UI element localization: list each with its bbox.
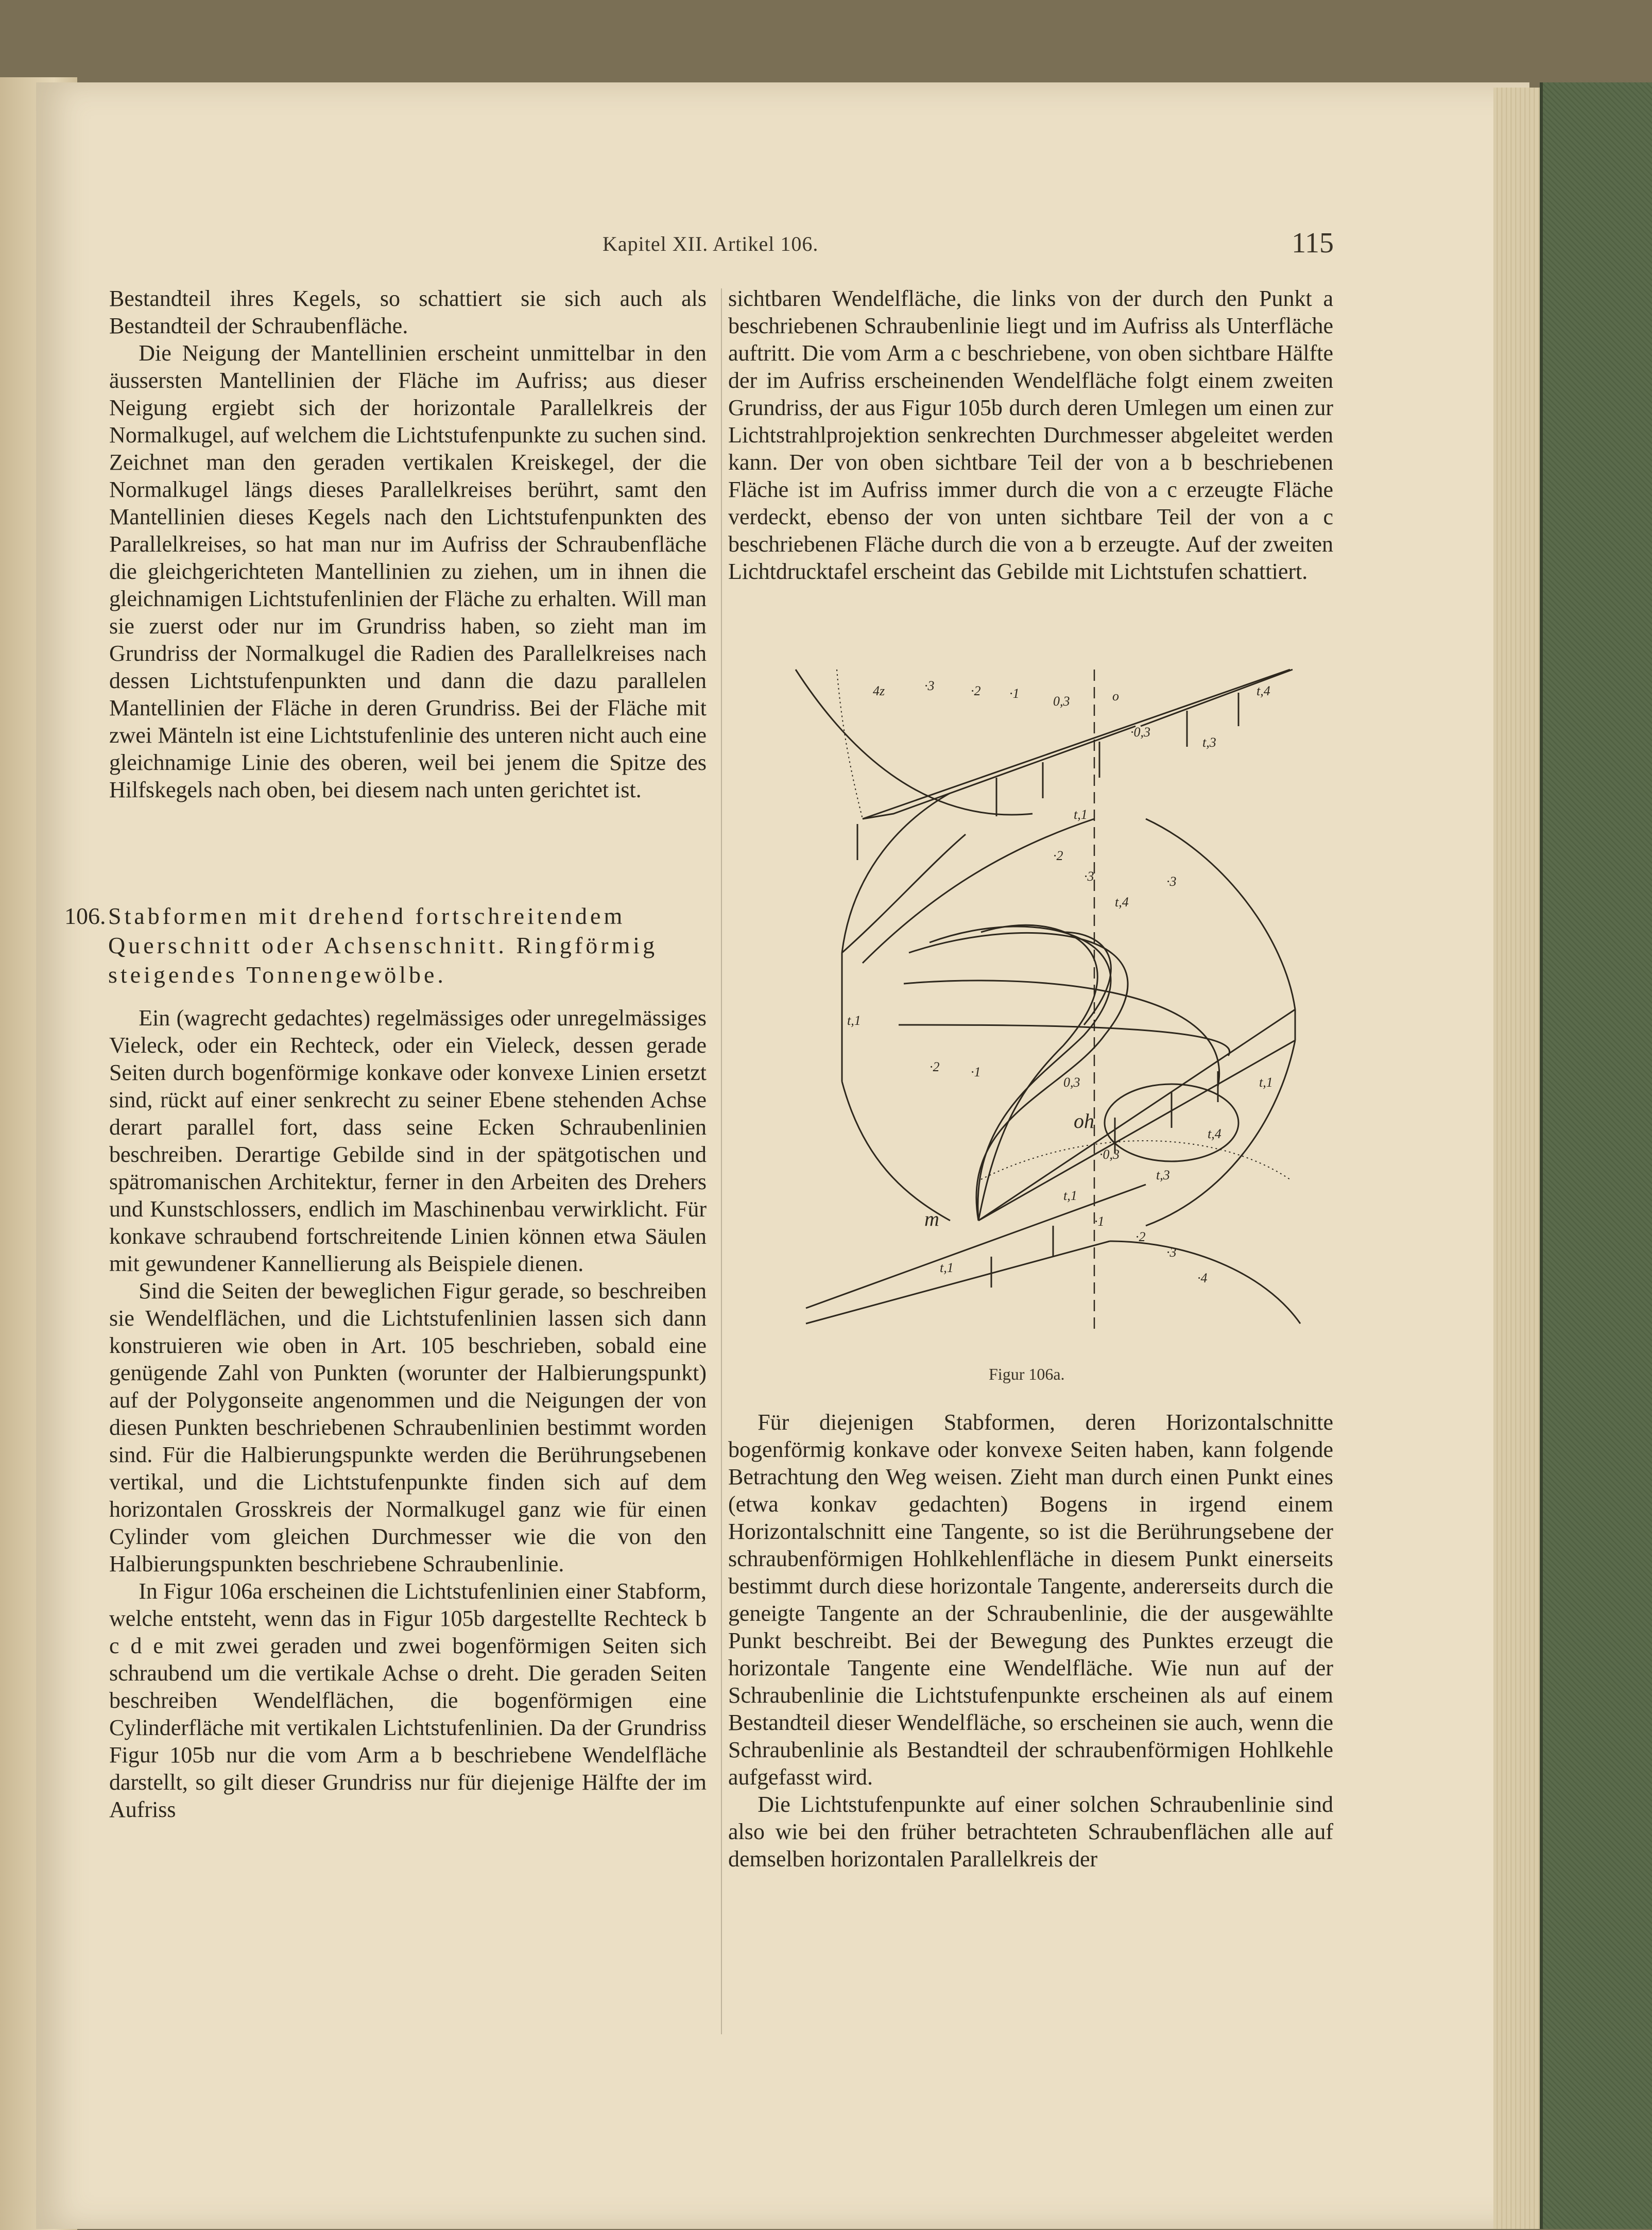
column-divider — [721, 288, 722, 2034]
figure-label: ·3 — [1166, 1245, 1177, 1260]
section-heading — [64, 901, 708, 989]
figure-label: t,4 — [1115, 895, 1129, 910]
figure-label: t,3 — [1202, 735, 1216, 750]
cover-edge — [1540, 82, 1543, 2229]
figure-label: 0,3 — [1053, 694, 1070, 709]
paragraph: sichtbaren Wendelfläche, die links von der durch den Punkt a beschriebenen Schraubenlinie liegt und im Aufriss als Unterfläche auftritt. Die vom Arm a c beschriebene, von oben sichtbare Hälfte der im Aufriss erscheinenden Wendelfläche folgt einem zweiten Grundriss, der aus Figur 105b durch deren Umlegen um einen zur Lichtstrahlprojektion senkrechten Durchmesser abgeleitet werden kann. Der von oben sichtbare Teil der von a b beschriebenen Fläche ist im Aufriss immer durch die von a c erzeugte Fläche verdeckt, ebenso der von unten sichtbare Teil der von a c beschriebenen Fläche durch die von a b erzeugte. Auf der zweiten Lichtdrucktafel erscheint das Gebilde mit Lichtstufen schattiert. — [728, 286, 1333, 584]
figure-label: ·3 — [1166, 874, 1177, 889]
figure-label: t,4 — [1208, 1126, 1221, 1141]
figure-106a — [775, 664, 1308, 1329]
figure-label: ·3 — [1084, 869, 1094, 884]
figure-label: ·2 — [1053, 848, 1063, 863]
paragraph: Ein (wagrecht gedachtes) regelmässiges oder unregelmässiges Vieleck, oder ein Rechteck, oder ein Vieleck, dessen gerade Seiten durch bogenförmige konkave oder konvexe Linien ersetzt sind, rückt auf einer senkrecht zu seiner Ebene stehenden Achse derart parallel fort, dass seine Ecken Schraubenlinien beschreiben. Derartige Gebilde sind in der spätgotischen und spätromanischen Architektur, ferner in den Arbeiten des Drehers und Kunstschlossers, endlich im Maschinenbau verwirklicht. Für konkave schraubend fortschreitende Linien können etwa Säulen mit gewundener Kannellierung als Beispiele dienen. — [109, 1005, 707, 1276]
figure-label: t,1 — [1259, 1075, 1273, 1090]
left-column-top — [109, 285, 707, 803]
figure-label: t,1 — [1063, 1188, 1077, 1203]
figure-label: ·0,3 — [1130, 725, 1150, 740]
section-title: Stabformen mit drehend fortschreitendem Querschnitt oder Achsenschnitt. Ringförmig steigendes Tonnengewölbe. — [108, 903, 658, 988]
dotted-curve — [981, 1141, 1290, 1179]
figure-label: ·3 — [924, 678, 935, 693]
left-column-bottom — [109, 1004, 707, 1823]
running-head: Kapitel XII. Artikel 106. — [603, 232, 819, 255]
figure-label: ·1 — [971, 1065, 981, 1079]
figure-label: t,1 — [940, 1260, 954, 1275]
lens-bottom-left — [842, 1082, 950, 1221]
lens-band-upper — [863, 819, 1094, 963]
right-column-bottom — [728, 1409, 1333, 1873]
dotted-curve — [837, 670, 863, 819]
figure-label: ·4 — [1197, 1271, 1208, 1285]
figure-label: ·1 — [1009, 686, 1020, 701]
middle-band-lower — [978, 1040, 1295, 1221]
section-number: 106. — [64, 903, 106, 929]
lens-right — [1146, 819, 1295, 1009]
figure-label: o — [1112, 689, 1119, 704]
figure-label: t,3 — [1156, 1168, 1170, 1182]
figure-label: 0,3 — [1063, 1075, 1080, 1090]
level-curve-3 — [978, 925, 1097, 1221]
middle-band-lower-2 — [978, 1009, 1295, 1221]
paragraph: In Figur 106a erscheinen die Lichtstufenlinien einer Stabform, welche entsteht, wenn das in Figur 105b dargestellte Rechteck b c d e mit zwei geraden und zwei bogenförmigen Seiten sich schraubend um die vertikale Achse o dreht. Die geraden Seiten beschreiben Wendelflächen, die bogenförmigen eine Cylinderfläche mit vertikalen Lichtstufenlinien. Da der Grundriss Figur 105b nur die vom Arm a b beschriebene Wendelfläche darstellt, so gilt dieser Grundriss nur für diejenige Hälfte der im Aufriss — [109, 1579, 707, 1822]
paragraph: Bestandteil ihres Kegels, so schattiert sie sich auch als Bestandteil der Schraubenfläche. — [109, 286, 707, 338]
figure-label: ·2 — [971, 683, 981, 698]
book-cover — [1540, 82, 1652, 2229]
figure-caption: Figur 106a. — [989, 1365, 1065, 1383]
paragraph: Die Neigung der Mantellinien erscheint unmittelbar in den äussersten Mantellinien der Fläche im Aufriss; aus dieser Neigung ergiebt sich der horizontale Parallelkreis der Normalkugel, auf welchem die Lichtstufenpunkte zu suchen sind. Zeichnet man den geraden vertikalen Kreiskegel, der die Normalkugel längs dieses Parallelkreises berührt, samt den Mantellinien dieses Kegels nach den Lichtstufenpunkten des Parallelkreises, so hat man nur im Aufriss der Schraubenfläche die gleichgerichteten Mantellinien zu ziehen, um in ihnen die gleichnamigen Lichtstufenlinien der Fläche zu erhalten. Will man sie zuerst oder nur im Grundriss haben, so zieht man im Grundriss der Normalkugel die Radien des Parallelkreises nach dessen Lichtstufenpunkten und dann die dazu parallelen Mantellinien der Fläche in deren Grundriss. Bei der Fläche mit zwei Mänteln ist eine Lichtstufenlinie des unteren nicht auch eine gleichnamige Linie des oberen, weil bei jenem die Spitze des Hilfskegels nach oben, bei diesem nach unten gerichtet ist. — [109, 340, 707, 802]
page-edges — [1493, 88, 1540, 2229]
inner-curve-6 — [899, 1025, 1230, 1056]
figure-label: t,1 — [1074, 807, 1088, 822]
figure-label: ·2 — [1135, 1229, 1146, 1244]
paragraph: Die Lichtstufenpunkte auf einer solchen Schraubenlinie sind also wie bei den früher betrachteten Schraubenflächen alle auf demselben horizontalen Parallelkreis der — [728, 1792, 1333, 1872]
lens-left — [842, 793, 950, 953]
paragraph: Sind die Seiten der beweglichen Figur gerade, so beschreiben sie Wendelflächen, und die Lichtstufenlinien lassen sich dann konstruieren wie oben in Art. 105 beschrieben, sobald eine genügende Zahl von Punkten (worunter der Halbierungspunkt) auf der Polygonseite angenommen und die Neigungen der von diesen Punkten beschriebenen Schraubenlinien bestimmt worden sind. Für die Halbierungspunkte werden die Berührungsebenen vertikal, und die Lichtstufenpunkte finden sich auf dem horizontalen Grosskreis der Normalkugel ganz wie für einen Cylinder vom gleichen Durchmesser wie die von den Halbierungspunkten beschriebene Schraubenlinie. — [109, 1278, 707, 1576]
paragraph: Für diejenigen Stabformen, deren Horizontalschnitte bogenförmig konkave oder konvexe Seiten haben, kann folgende Betrachtung den Weg weisen. Zieht man durch einen Punkt eines (etwa konkav gedachten) Bogens in irgend einem Horizontalschnitt eine Tangente, so ist die Berührungsebene der schraubenförmigen Hohlkehlenfläche in diesem Punkt einerseits bestimmt durch diese horizontale Tangente, andererseits durch die geneigte Tangente an der Schraubenlinie, die der ausgewählte Punkt beschreibt. Bei der Bewegung des Punktes erzeugt die horizontale Tangente eine Wendelfläche. Wie nun auf der Schraubenlinie die Lichtstufenpunkte erscheinen als auf einem Bestandteil dieser Wendelfläche, so erscheinen sie auch, wenn die Schraubenlinie als Bestandteil der schraubenförmigen Hohlkehle aufgefasst wird. — [728, 1410, 1333, 1790]
right-column-top — [728, 285, 1333, 585]
figure-label: ·2 — [930, 1059, 940, 1074]
figure-label: t,1 — [847, 1013, 861, 1028]
figure-label: t,4 — [1257, 683, 1270, 698]
figure-label: 4z — [873, 683, 885, 698]
lens-band-top — [842, 834, 966, 953]
figure-label: m — [924, 1207, 939, 1230]
figure-label: oh — [1074, 1109, 1094, 1133]
figure-label: ·1 — [1094, 1214, 1105, 1229]
running-header — [603, 227, 1334, 268]
level-curve-2 — [930, 927, 1111, 1221]
page-number: 115 — [1292, 227, 1334, 259]
figure-label: ·0,3 — [1099, 1147, 1120, 1162]
